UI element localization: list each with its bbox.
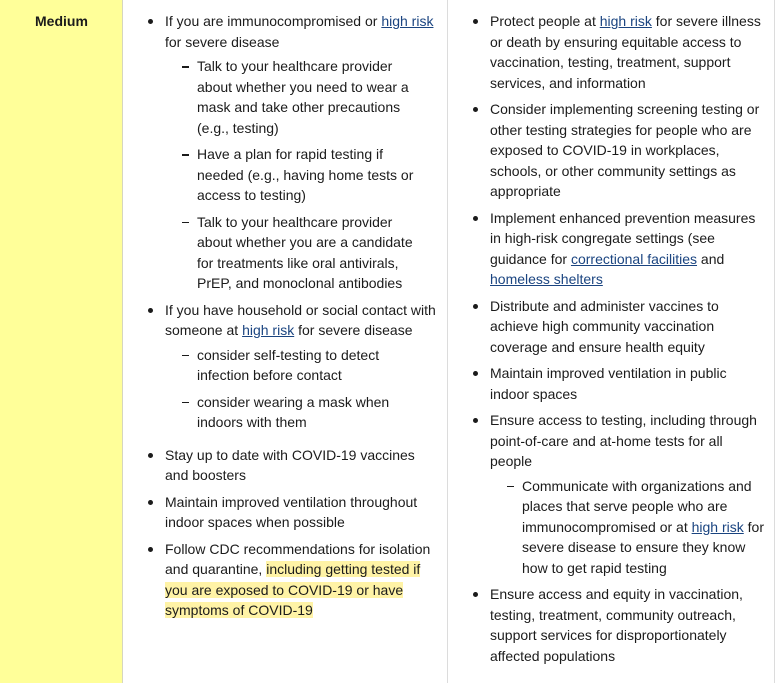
- individual-guidance-list: [165, 11, 441, 627]
- list-item: Consider implementing screening testing or other testing strategies for people who are exposed to COVID-19 in workplaces, schools, or other community settings as appropriate: [490, 99, 766, 202]
- list-item: Protect people at high risk for severe illness or death by ensuring equitable access to vaccination, testing, treatment, support services, and information: [490, 11, 766, 93]
- high-risk-link[interactable]: high risk: [691, 518, 744, 535]
- list-item: If you are immunocompromised or high risk for severe disease Talk to your healthcare provider about whether you need to wear a mask and take other precautions (e.g., testing) Have a plan for rapid testing if needed (e.g., having home tests or access to testing) Talk to your healthcare provider about whether you are a candidate for treatments like oral antivirals, PrEP, and monoclonal antibodies: [165, 11, 441, 294]
- community-guidance-cell: [448, 0, 775, 683]
- list-item: Stay up to date with COVID-19 vaccines and boosters: [165, 445, 441, 486]
- community-guidance-list: [490, 11, 766, 672]
- sub-list: [522, 476, 766, 579]
- list-item: Ensure access to testing, including through point-of-care and at-home tests for all people Communicate with organizations and places that serve people who are immunocompromised or at high risk for severe disease to ensure they know how to get rapid testing: [490, 410, 766, 578]
- sub-list-item: consider wearing a mask when indoors with them: [197, 392, 429, 433]
- sub-list-item: Talk to your healthcare provider about whether you need to wear a mask and take other precautions (e.g., testing): [197, 56, 429, 138]
- sub-list: [197, 56, 429, 294]
- list-item: Maintain improved ventilation throughout indoor spaces when possible: [165, 492, 441, 533]
- community-level-label: Medium: [35, 13, 88, 29]
- highlighted-text: including getting tested if you are exposed to COVID-19 or have symptoms of COVID-19: [165, 561, 421, 618]
- high-risk-link[interactable]: high risk: [381, 13, 434, 29]
- list-item: Follow CDC recommendations for isolation and quarantine, including getting tested if you are exposed to COVID-19 or have symptoms of COVID-19: [165, 539, 441, 621]
- high-risk-link[interactable]: high risk: [242, 322, 295, 338]
- sub-list-item: Have a plan for rapid testing if needed (e.g., having home tests or access to testing): [197, 144, 429, 206]
- list-item: Maintain improved ventilation in public indoor spaces: [490, 363, 766, 404]
- correctional-facilities-link[interactable]: correctional facilities: [570, 250, 698, 267]
- list-item: Implement enhanced prevention measures in high-risk congregate settings (see guidance for correctional facilities and homeless shelters: [490, 208, 766, 290]
- sub-list-item: consider self-testing to detect infection before contact: [197, 345, 429, 386]
- list-item: If you have household or social contact with someone at high risk for severe disease consider self-testing to detect infection before contact consider wearing a mask when indoors with them: [165, 300, 441, 433]
- individual-guidance-cell: [123, 0, 448, 683]
- high-risk-link[interactable]: high risk: [599, 13, 652, 29]
- sub-list-item: Talk to your healthcare provider about whether you are a candidate for treatments like oral antivirals, PrEP, and monoclonal antibodies: [197, 212, 429, 294]
- list-item: Distribute and administer vaccines to achieve high community vaccination coverage and ensure health equity: [490, 296, 766, 358]
- sub-list-item: Communicate with organizations and places that serve people who are immunocompromised or at high risk for severe disease to ensure they know how to get rapid testing: [522, 476, 766, 579]
- community-level-cell: [0, 0, 123, 683]
- sub-list: [197, 345, 429, 433]
- list-item: Ensure access and equity in vaccination, testing, treatment, community outreach, support services for disproportionately affected populations: [490, 584, 766, 666]
- homeless-shelters-link[interactable]: homeless shelters: [490, 271, 603, 287]
